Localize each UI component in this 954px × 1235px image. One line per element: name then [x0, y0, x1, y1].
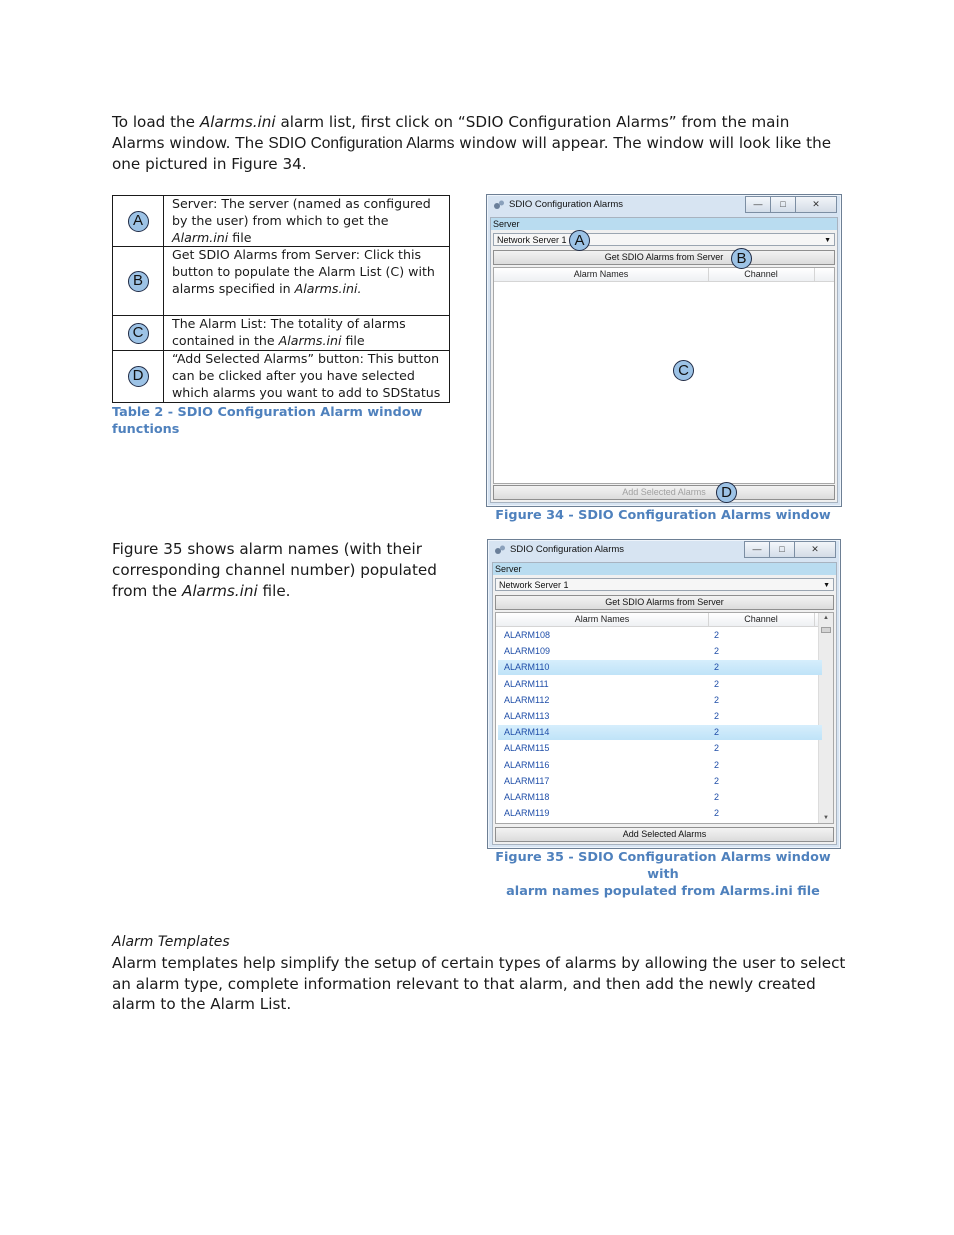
- figure-35-caption-line-2: alarm names populated from Alarms.ini file: [506, 884, 820, 899]
- scroll-up-icon[interactable]: ▲: [823, 615, 829, 621]
- alarm-channel: 2: [714, 711, 720, 721]
- maximize-icon[interactable]: □: [769, 541, 795, 558]
- figure-35-paragraph: [112, 539, 452, 602]
- maximize-icon[interactable]: □: [770, 196, 796, 213]
- table-row: [113, 351, 450, 402]
- row-c-text-end: file: [341, 333, 365, 349]
- figure-34-caption: Figure 34 - SDIO Configuration Alarms window: [495, 508, 831, 523]
- sdio-window-populated: [487, 539, 841, 849]
- server-label: Server: [491, 218, 837, 230]
- window-controls: [746, 196, 837, 213]
- app-gear-icon: [493, 199, 505, 211]
- marker-a: A: [128, 211, 149, 232]
- row-c-text: The Alarm List: The totality of alarms contained in the: [172, 316, 406, 349]
- app-gear-icon: [494, 544, 506, 556]
- alarm-channel: 2: [714, 630, 720, 640]
- close-icon[interactable]: ✕: [794, 541, 836, 558]
- figure-35-caption-line-1: Figure 35 - SDIO Configuration Alarms window with: [495, 850, 831, 882]
- para35-italic-filename: Alarms.ini: [181, 582, 258, 600]
- intro-text-1: To load the: [112, 113, 200, 131]
- marker-d: D: [128, 366, 149, 387]
- alarm-name: ALARM110: [504, 662, 550, 673]
- scroll-down-icon[interactable]: ▼: [823, 815, 829, 821]
- sdio-window-empty: [486, 194, 842, 507]
- alarm-channel: 2: [714, 646, 720, 657]
- alarm-name: ALARM108: [504, 630, 551, 640]
- table-cell-description: [164, 247, 450, 316]
- title-bar: [488, 540, 840, 560]
- alarm-channel: 2: [714, 792, 720, 802]
- get-alarms-button[interactable]: Get SDIO Alarms from Server: [495, 595, 834, 610]
- alarm-name: ALARM117: [504, 775, 550, 786]
- table-row: [113, 316, 450, 351]
- list-item[interactable]: [498, 660, 822, 675]
- figure-35-caption: [487, 849, 839, 900]
- window-title: SDIO Configuration Alarms: [510, 544, 625, 555]
- templates-paragraph: Alarm templates help simplify the setup of certain types of alarms by allowing the user to select an alarm type, complete information relevant to that alarm, and then add the newly created alarm to the Alarm List.: [112, 954, 846, 1013]
- list-item[interactable]: [498, 758, 822, 773]
- alarm-channel: 2: [714, 775, 720, 786]
- list-item[interactable]: [498, 774, 822, 789]
- list-header: [494, 268, 834, 282]
- alarm-name: ALARM109: [504, 646, 551, 657]
- table-caption: Table 2 - SDIO Configuration Alarm window functions: [112, 405, 423, 437]
- marker-b: B: [128, 271, 149, 292]
- alarm-channel: 2: [714, 727, 720, 738]
- alarm-channel: 2: [714, 694, 720, 705]
- list-item[interactable]: [498, 693, 822, 708]
- alarm-name: ALARM111: [504, 678, 549, 689]
- intro-text-3: window will appear. The window will look like the one pictured in Figure 34.: [112, 134, 832, 173]
- list-header: [496, 613, 833, 627]
- intro-paragraph: [112, 112, 842, 175]
- list-item[interactable]: [498, 677, 822, 692]
- list-item[interactable]: [498, 806, 822, 821]
- alarm-name: ALARM112: [504, 694, 550, 705]
- table-cell-description: [164, 316, 450, 351]
- table-cell-description: [164, 351, 450, 402]
- window-controls: [745, 541, 836, 558]
- add-selected-alarms-button[interactable]: Add Selected Alarms: [495, 827, 834, 842]
- chevron-down-icon: ▼: [824, 237, 831, 244]
- alarm-list[interactable]: [495, 612, 834, 824]
- server-dropdown-value: Network Server 1: [497, 235, 567, 245]
- column-alarm-names[interactable]: Alarm Names: [574, 614, 630, 624]
- list-item[interactable]: [498, 709, 822, 724]
- alarm-name: ALARM118: [504, 792, 550, 802]
- para35-text: Figure 35 shows alarm names (with their corresponding channel number) populated from the: [112, 540, 437, 600]
- title-bar: [487, 195, 841, 215]
- row-b-italic: Alarms.ini.: [294, 280, 362, 296]
- alarm-channel: 2: [714, 808, 720, 819]
- column-separator: [814, 613, 815, 626]
- scroll-thumb[interactable]: [821, 627, 831, 633]
- marker-a: A: [569, 230, 590, 251]
- row-b-text: Get SDIO Alarms from Server: Click this button to populate the Alarm List (C) with alarms specified in: [172, 247, 435, 296]
- row-a-text-end: file: [228, 229, 252, 245]
- server-label: Server: [493, 563, 836, 575]
- marker-d: D: [716, 482, 737, 503]
- get-alarms-button[interactable]: Get SDIO Alarms from Server: [493, 250, 835, 265]
- alarm-name: ALARM113: [504, 711, 550, 721]
- window-title: SDIO Configuration Alarms: [509, 199, 624, 210]
- row-d-text: “Add Selected Alarms” button: This button can be clicked after you have selected which alarms you want to add to SDStatus: [172, 351, 441, 400]
- list-item[interactable]: [498, 628, 822, 643]
- para35-text-end: file.: [257, 582, 291, 600]
- list-item[interactable]: [498, 725, 822, 740]
- column-channel[interactable]: Channel: [744, 614, 778, 624]
- intro-italic-filename: Alarms.ini: [199, 113, 276, 131]
- alarm-name: ALARM119: [504, 808, 550, 819]
- window-client: [490, 217, 838, 503]
- column-alarm-names[interactable]: Alarm Names: [573, 269, 629, 279]
- table-row: [113, 247, 450, 316]
- add-selected-alarms-button[interactable]: Add Selected Alarms: [493, 485, 835, 500]
- chevron-down-icon: ▼: [823, 582, 830, 589]
- column-channel[interactable]: Channel: [744, 269, 778, 279]
- server-dropdown-value: Network Server 1: [499, 580, 569, 590]
- close-icon[interactable]: ✕: [795, 196, 837, 213]
- window-client: [492, 562, 837, 845]
- minimize-icon[interactable]: —: [744, 541, 770, 558]
- table-row: [113, 196, 450, 247]
- marker-c: C: [673, 360, 694, 381]
- table-cell-description: [164, 196, 450, 247]
- intro-ui-name: SDIO Configuration Alarms: [268, 135, 455, 152]
- alarm-channel: 2: [714, 678, 720, 689]
- server-dropdown[interactable]: [493, 233, 835, 246]
- minimize-icon[interactable]: —: [745, 196, 771, 213]
- row-c-italic: Alarms.ini: [278, 333, 342, 349]
- functions-table: [112, 195, 450, 403]
- alarm-name: ALARM116: [504, 759, 550, 770]
- column-separator: [814, 268, 815, 281]
- alarm-name: ALARM114: [504, 727, 550, 738]
- list-item[interactable]: [498, 644, 822, 659]
- server-dropdown[interactable]: [495, 578, 834, 591]
- row-a-italic: Alarm.ini: [172, 229, 229, 245]
- row-a-text: Server: The server (named as configured by the user) from which to get the: [172, 196, 431, 228]
- alarm-channel: 2: [714, 759, 720, 770]
- intro-text-2: alarm list, first click on “SDIO Configuration Alarms” from the main Alarms window. The: [112, 113, 790, 152]
- list-item[interactable]: [498, 790, 822, 805]
- marker-c: C: [128, 323, 149, 344]
- alarm-name: ALARM115: [504, 743, 550, 754]
- alarm-channel: 2: [714, 743, 720, 754]
- marker-b: B: [731, 248, 752, 269]
- alarm-channel: 2: [714, 662, 720, 673]
- alarm-list[interactable]: [493, 267, 835, 484]
- section-heading: Alarm Templates: [112, 934, 230, 950]
- list-item[interactable]: [498, 741, 822, 756]
